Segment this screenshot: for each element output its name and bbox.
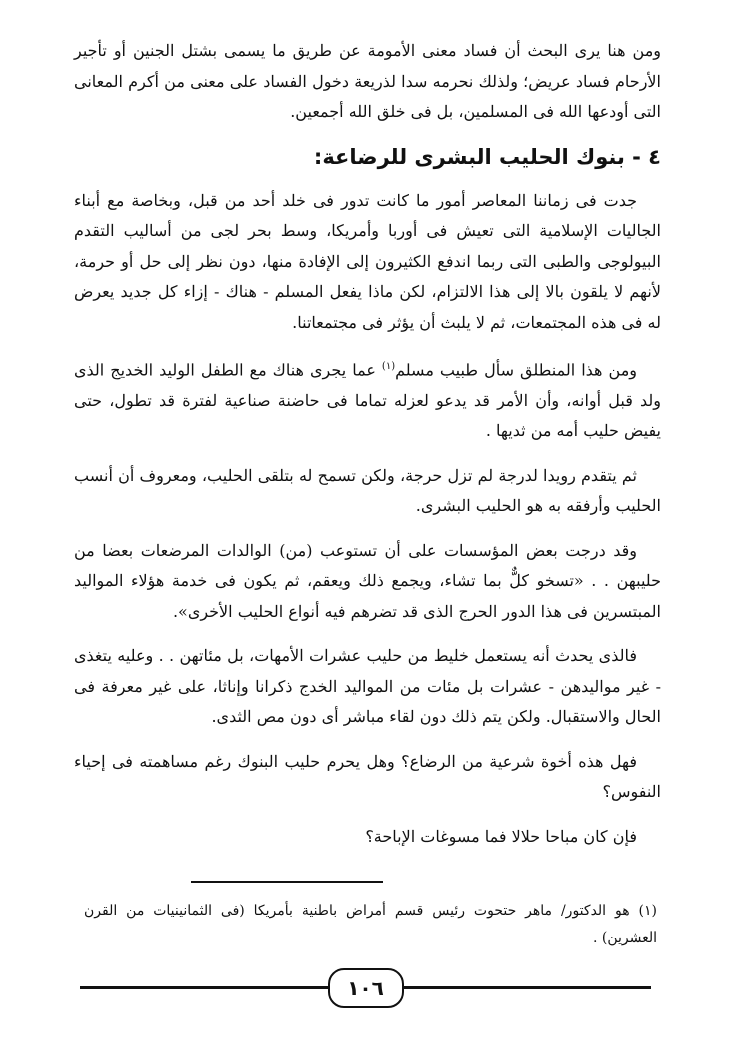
- paragraph-5: وقد درجت بعض المؤسسات على أن تستوعب (من) الوالدات المرضعات بعضا من حليبهن . . «تسخو كلٌّ بما تشاء، ويجمع ذلك ويعقم، ثم يكون فى خدمة هؤلاء المواليد المبتسرين فى هذا الدور الحرج الذى قد تضرهم فيه أنواع الحليب الأخرى».: [74, 540, 661, 621]
- footnote-marker: (١): [381, 361, 396, 372]
- section-heading: ٤ - بنوك الحليب البشرى للرضاعة:: [313, 144, 661, 169]
- footer-rule-right: [401, 986, 651, 989]
- footnote-separator: [191, 881, 383, 883]
- paragraph-7: فهل هذه أخوة شرعية من الرضاع؟ وهل يحرم حليب البنوك رغم مساهمته فى إحياء النفوس؟: [74, 751, 661, 802]
- paragraph-3: [74, 352, 661, 447]
- paragraph-1: ومن هنا يرى البحث أن فساد معنى الأمومة عن طريق ما يسمى بشتل الجنين أو تأجير الأرحام فساد عريض؛ ولذلك نحرمه سدا لذريعة دخول الفساد على معنى من أكرم المعانى التى أودعها الله فى المسلمين، بل فى خلق الله أجمعين.: [74, 41, 661, 121]
- page-number: ١٠٦: [328, 968, 404, 1008]
- page-body: [74, 36, 661, 866]
- page-footer: [80, 968, 651, 1008]
- paragraph-6: فالذى يحدث أنه يستعمل خليط من حليب عشرات الأمهات، بل مئاتهن . . وعليه يتغذى - غير مواليدهن - عشرات بل مئات من المواليد الخدج ذكرانا وإناثا، على غير معرفة فى الحال والاستقبال. ولكن يتم ذلك دون لقاء مباشر أى دون مص الثدى.: [74, 646, 661, 727]
- footer-rule-left: [80, 986, 330, 989]
- paragraph-3-text-end: عما يجرى هناك مع الطفل الوليد الخديج الذى ولد قبل أوانه، وأن الأمر قد يدعو لعزله تماما فى حاضنة صناعية لفترة قد تطول، حتى يفيض حليب أمه من ثديها .: [74, 360, 662, 441]
- paragraph-3-text-start: ومن هذا المنطلق سأل طبيب مسلم: [395, 360, 637, 380]
- footnote: (١) هو الدكتور/ ماهر حتحوت رئيس قسم أمراض باطنية بأمريكا (فى الثمانينيات من القرن العشرين) .: [84, 903, 657, 946]
- paragraph-8: فإن كان مباحا حلالا فما مسوغات الإباحة؟: [365, 826, 637, 846]
- paragraph-4: ثم يتقدم رويدا لدرجة لم تزل حرجة، ولكن تسمح له بتلقى الحليب، ومعروف أن أنسب الحليب وأرفقه به هو الحليب البشرى.: [74, 465, 661, 516]
- paragraph-2: جدت فى زماننا المعاصر أمور ما كانت تدور فى خلد أحد من قبل، وبخاصة مع أبناء الجاليات الإسلامية التى تعيش فى أوربا وأمريكا، وسط بحر لجى من أساليب التقدم البيولوجى والطبى التى ربما اندفع الكثيرون إلى الإفادة منها، دون نظر إلى حل أو حرمة، لأنهم لا يلقون بالا إلى هذا الالتزام، لكن ماذا يفعل المسلم - هناك - إزاء كل جديد يعرض له فى هذه المجتمعات، ثم لا يلبث أن يؤثر فى مجتمعاتنا.: [74, 190, 661, 332]
